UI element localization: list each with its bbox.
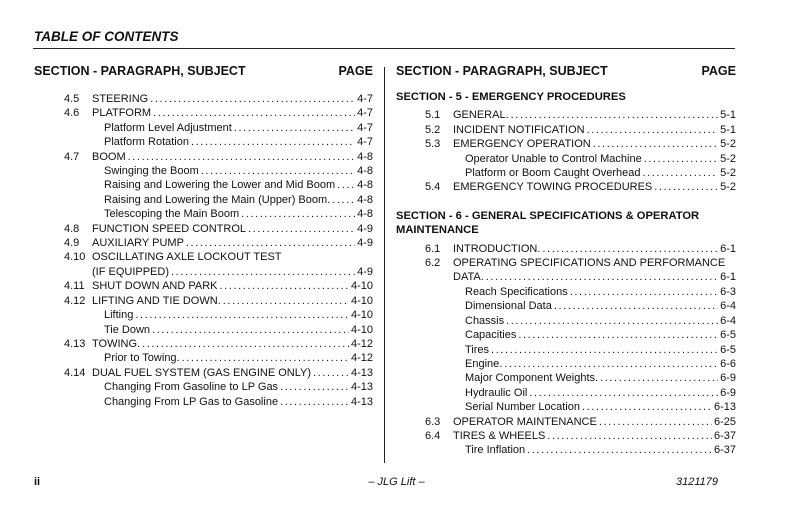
entry-title: SHUT DOWN AND PARK — [92, 280, 218, 293]
entry-title: Operator Unable to Control Machine — [465, 152, 642, 165]
toc-entries — [396, 108, 736, 194]
toc-entry[interactable] — [425, 270, 736, 284]
dot-leader — [332, 193, 355, 207]
entry-title: EMERGENCY TOWING PROCEDURES — [453, 181, 653, 194]
entry-title: Dimensional Data — [465, 300, 552, 313]
entry-page: 6-37 — [713, 444, 736, 457]
entry-title: Raising and Lowering the Main (Upper) Boom. — [104, 193, 331, 206]
entry-title: OSCILLATING AXLE LOCKOUT TEST — [92, 251, 282, 264]
entry-page: 4-13 — [350, 366, 373, 379]
dot-leader — [491, 343, 718, 357]
section-heading: SECTION - 6 - GENERAL SPECIFICATIONS & OPERATOR — [396, 209, 700, 222]
entry-page: 4-13 — [350, 381, 373, 394]
entry-title: OPERATOR MAINTENANCE — [453, 415, 597, 428]
toc-entry[interactable] — [64, 121, 373, 135]
toc-entry[interactable] — [64, 236, 373, 250]
entry-title: STEERING — [92, 93, 149, 105]
dot-leader — [518, 328, 718, 342]
dot-leader — [654, 180, 718, 194]
entry-page: 4-8 — [357, 150, 373, 163]
dot-leader — [186, 236, 355, 250]
toc-entry[interactable] — [425, 343, 736, 357]
toc-entry[interactable] — [425, 242, 736, 256]
entry-title: BOOM — [92, 150, 126, 163]
entry-page: 4-8 — [357, 179, 373, 192]
toc-entry[interactable] — [425, 357, 736, 371]
entry-title: DUAL FUEL SYSTEM (GAS ENGINE ONLY) — [92, 366, 312, 379]
toc-entry[interactable] — [425, 386, 736, 400]
entry-title: FUNCTION SPEED CONTROL — [92, 222, 247, 235]
toc-entry[interactable] — [64, 380, 373, 394]
toc-entry[interactable] — [64, 207, 373, 221]
entry-page: 4-9 — [357, 222, 373, 235]
page-title: TABLE OF CONTENTS — [34, 29, 179, 44]
entry-title: DATA. — [453, 271, 484, 284]
entry-title: Telescoping the Main Boom — [104, 208, 240, 221]
dot-leader — [527, 443, 712, 457]
dot-leader — [152, 323, 349, 337]
entry-page: 4-8 — [357, 208, 373, 221]
paragraph-number: 5.2 — [425, 123, 441, 136]
entry-page: 6-4 — [720, 314, 736, 327]
entry-title: Platform Level Adjustment — [104, 121, 232, 134]
section-heading-cont: MAINTENANCE — [396, 224, 479, 237]
dot-leader — [504, 357, 718, 371]
entry-page: 6-37 — [713, 429, 736, 442]
entry-title: PLATFORM — [92, 107, 152, 120]
toc-entry[interactable] — [425, 108, 736, 122]
entry-title: Lifting — [104, 309, 134, 322]
document-number: 3121179 — [676, 476, 719, 488]
toc-entry[interactable] — [425, 371, 736, 385]
dot-leader — [171, 265, 355, 279]
entry-title: Prior to Towing. — [104, 352, 180, 365]
entry-page: 6-4 — [720, 300, 736, 313]
entry-title: Chassis — [465, 314, 505, 327]
dot-leader — [542, 242, 718, 256]
entry-page: 5-2 — [720, 138, 736, 151]
dot-leader — [554, 299, 718, 313]
dot-leader — [506, 314, 718, 328]
entry-title: Swinging the Boom — [104, 165, 199, 178]
entry-title: Serial Number Location — [465, 401, 580, 414]
entry-page: 5-1 — [720, 123, 736, 136]
entry-title: Tires — [465, 343, 490, 356]
paragraph-number: 4.9 — [64, 237, 80, 250]
toc-entry[interactable] — [64, 366, 373, 380]
entry-page: 4-13 — [350, 395, 373, 408]
entry-title: Tie Down — [104, 323, 151, 336]
toc-entry[interactable] — [64, 279, 373, 293]
toc-entry[interactable] — [425, 256, 736, 270]
dot-leader — [547, 429, 712, 443]
dot-leader — [313, 366, 349, 380]
paragraph-number: 4.6 — [64, 107, 80, 120]
entry-page: 4-7 — [357, 93, 373, 105]
entry-page: 4-12 — [350, 352, 373, 365]
paragraph-number: 4.10 — [64, 251, 86, 264]
paragraph-number: 4.8 — [64, 222, 80, 235]
entry-title: Engine. — [465, 357, 503, 370]
toc-left-column — [34, 64, 373, 409]
page-number: ii — [34, 476, 41, 488]
dot-leader — [511, 108, 718, 122]
dot-leader — [570, 285, 718, 299]
toc-entry[interactable] — [425, 299, 736, 313]
toc-entry[interactable] — [425, 166, 736, 180]
paragraph-number: 5.1 — [425, 109, 441, 122]
toc-entry[interactable] — [425, 180, 736, 194]
paragraph-number: 4.13 — [64, 337, 86, 350]
toc-entries — [34, 92, 373, 409]
paragraph-number: 4.7 — [64, 150, 80, 163]
entry-title: Capacities — [465, 329, 517, 342]
toc-right-column — [396, 64, 736, 458]
toc-entry[interactable] — [425, 429, 736, 443]
header-page: PAGE — [701, 64, 736, 78]
entry-title: Major Component Weights. — [465, 372, 599, 385]
entry-title: TOWING. — [92, 337, 141, 350]
dot-leader — [582, 400, 712, 414]
header-subject: SECTION - PARAGRAPH, SUBJECT — [34, 64, 246, 78]
dot-leader — [191, 135, 355, 149]
entry-page: 6-5 — [720, 343, 736, 356]
entry-page: 6-25 — [713, 415, 736, 428]
toc-entry[interactable] — [64, 135, 373, 149]
paragraph-number: 6.1 — [425, 242, 441, 255]
toc-entry[interactable] — [64, 164, 373, 178]
toc-entry[interactable] — [64, 92, 373, 106]
toc-entry[interactable] — [425, 314, 736, 328]
dot-leader — [128, 150, 355, 164]
toc-entry[interactable] — [425, 443, 736, 457]
entry-title: (IF EQUIPPED) — [92, 265, 170, 278]
dot-leader — [337, 178, 355, 192]
entry-page: 4-10 — [350, 323, 373, 336]
paragraph-number: 5.3 — [425, 138, 441, 151]
entry-title: AUXILIARY PUMP — [92, 237, 184, 250]
toc-entry[interactable] — [64, 178, 373, 192]
toc-entry[interactable] — [425, 123, 736, 137]
dot-leader — [182, 351, 349, 365]
dot-leader — [644, 152, 718, 166]
toc-entry[interactable] — [64, 222, 373, 236]
entry-title: Tire Inflation — [465, 444, 526, 457]
entry-title: Reach Specifications — [465, 285, 568, 298]
entry-page: 6-1 — [720, 271, 736, 284]
entry-page: 4-10 — [350, 309, 373, 322]
entry-page: 4-10 — [350, 280, 373, 293]
entry-title: GENERAL. — [453, 109, 509, 122]
dot-leader — [587, 123, 719, 137]
toc-entry[interactable] — [64, 106, 373, 120]
entry-title: Changing From Gasoline to LP Gas — [104, 381, 279, 394]
entry-title: Platform or Boom Caught Overhead — [465, 167, 641, 180]
toc-entry[interactable] — [64, 351, 373, 365]
entry-page: 6-3 — [720, 285, 736, 298]
paragraph-number: 4.14 — [64, 366, 86, 379]
header-page: PAGE — [338, 64, 373, 78]
dot-leader — [153, 106, 355, 120]
entry-page: 5-2 — [720, 181, 736, 194]
entry-title: Raising and Lowering the Lower and Mid Boom — [104, 179, 336, 192]
dot-leader — [234, 121, 355, 135]
entry-title: LIFTING AND TIE DOWN. — [92, 294, 221, 307]
paragraph-number: 4.5 — [64, 93, 80, 105]
entry-title: INTRODUCTION. — [453, 242, 541, 255]
toc-entry[interactable] — [425, 328, 736, 342]
paragraph-number: 6.3 — [425, 415, 441, 428]
dot-leader — [599, 415, 712, 429]
column-header — [34, 64, 373, 82]
entry-title: INCIDENT NOTIFICATION — [453, 123, 585, 136]
paragraph-number: 4.11 — [64, 280, 85, 293]
section-heading: SECTION - 5 - EMERGENCY PROCEDURES — [396, 91, 626, 103]
entry-page: 4-9 — [357, 237, 373, 250]
toc-entry[interactable] — [64, 395, 373, 409]
entry-page: 6-9 — [720, 372, 736, 385]
toc-entry[interactable] — [64, 250, 373, 264]
entry-page: 4-8 — [357, 193, 373, 206]
dot-leader — [201, 164, 355, 178]
entry-title: Hydraulic Oil — [465, 386, 528, 399]
dot-leader — [135, 308, 349, 322]
paragraph-number: 5.4 — [425, 181, 441, 194]
toc-entry[interactable] — [64, 265, 373, 279]
dot-leader — [280, 395, 349, 409]
dot-leader — [600, 371, 718, 385]
dot-leader — [220, 279, 349, 293]
column-divider — [384, 67, 385, 463]
toc-entry[interactable] — [64, 337, 373, 351]
toc-entry[interactable] — [64, 308, 373, 322]
dot-leader — [486, 270, 718, 284]
entry-title: EMERGENCY OPERATION — [453, 138, 591, 151]
dot-leader — [241, 207, 355, 221]
toc-entry[interactable] — [425, 152, 736, 166]
entry-page: 6-6 — [720, 357, 736, 370]
toc-entry[interactable] — [425, 137, 736, 151]
entry-title: TIRES & WHEELS — [453, 429, 546, 442]
entry-page: 4-9 — [357, 265, 373, 278]
dot-leader — [150, 92, 355, 106]
toc-entry[interactable] — [425, 285, 736, 299]
toc-entry[interactable] — [64, 193, 373, 207]
toc-entry[interactable] — [64, 323, 373, 337]
entry-page: 6-13 — [713, 401, 736, 414]
column-header — [396, 64, 736, 82]
toc-entry[interactable] — [425, 415, 736, 429]
entry-title: Changing From LP Gas to Gasoline — [104, 395, 279, 408]
header-rule — [33, 48, 735, 49]
dot-leader — [642, 166, 718, 180]
entry-page: 6-1 — [720, 242, 736, 255]
entry-page: 4-8 — [357, 165, 373, 178]
entry-page: 4-7 — [357, 107, 373, 120]
toc-entries — [396, 242, 736, 458]
entry-title: Platform Rotation — [104, 136, 189, 149]
dot-leader — [529, 386, 718, 400]
entry-page: 5-2 — [720, 167, 736, 180]
entry-page: 5-2 — [720, 152, 736, 165]
footer-brand: – JLG Lift – — [368, 476, 425, 488]
entry-page: 5-1 — [720, 109, 736, 122]
header-subject: SECTION - PARAGRAPH, SUBJECT — [396, 64, 608, 78]
paragraph-number: 6.4 — [425, 429, 441, 442]
dot-leader — [223, 294, 349, 308]
dot-leader — [280, 380, 349, 394]
paragraph-number: 4.12 — [64, 294, 86, 307]
entry-page: 6-9 — [720, 386, 736, 399]
toc-entry[interactable] — [64, 150, 373, 164]
entry-page: 6-5 — [720, 329, 736, 342]
entry-page: 4-7 — [357, 136, 373, 149]
paragraph-number: 6.2 — [425, 257, 441, 270]
dot-leader — [248, 222, 355, 236]
dot-leader — [142, 337, 349, 351]
toc-entry[interactable] — [425, 400, 736, 414]
dot-leader — [593, 137, 718, 151]
entry-page: 4-7 — [357, 121, 373, 134]
toc-entry[interactable] — [64, 294, 373, 308]
entry-page: 4-10 — [350, 294, 373, 307]
entry-page: 4-12 — [350, 337, 373, 350]
entry-title: OPERATING SPECIFICATIONS AND PERFORMANCE — [453, 257, 726, 270]
